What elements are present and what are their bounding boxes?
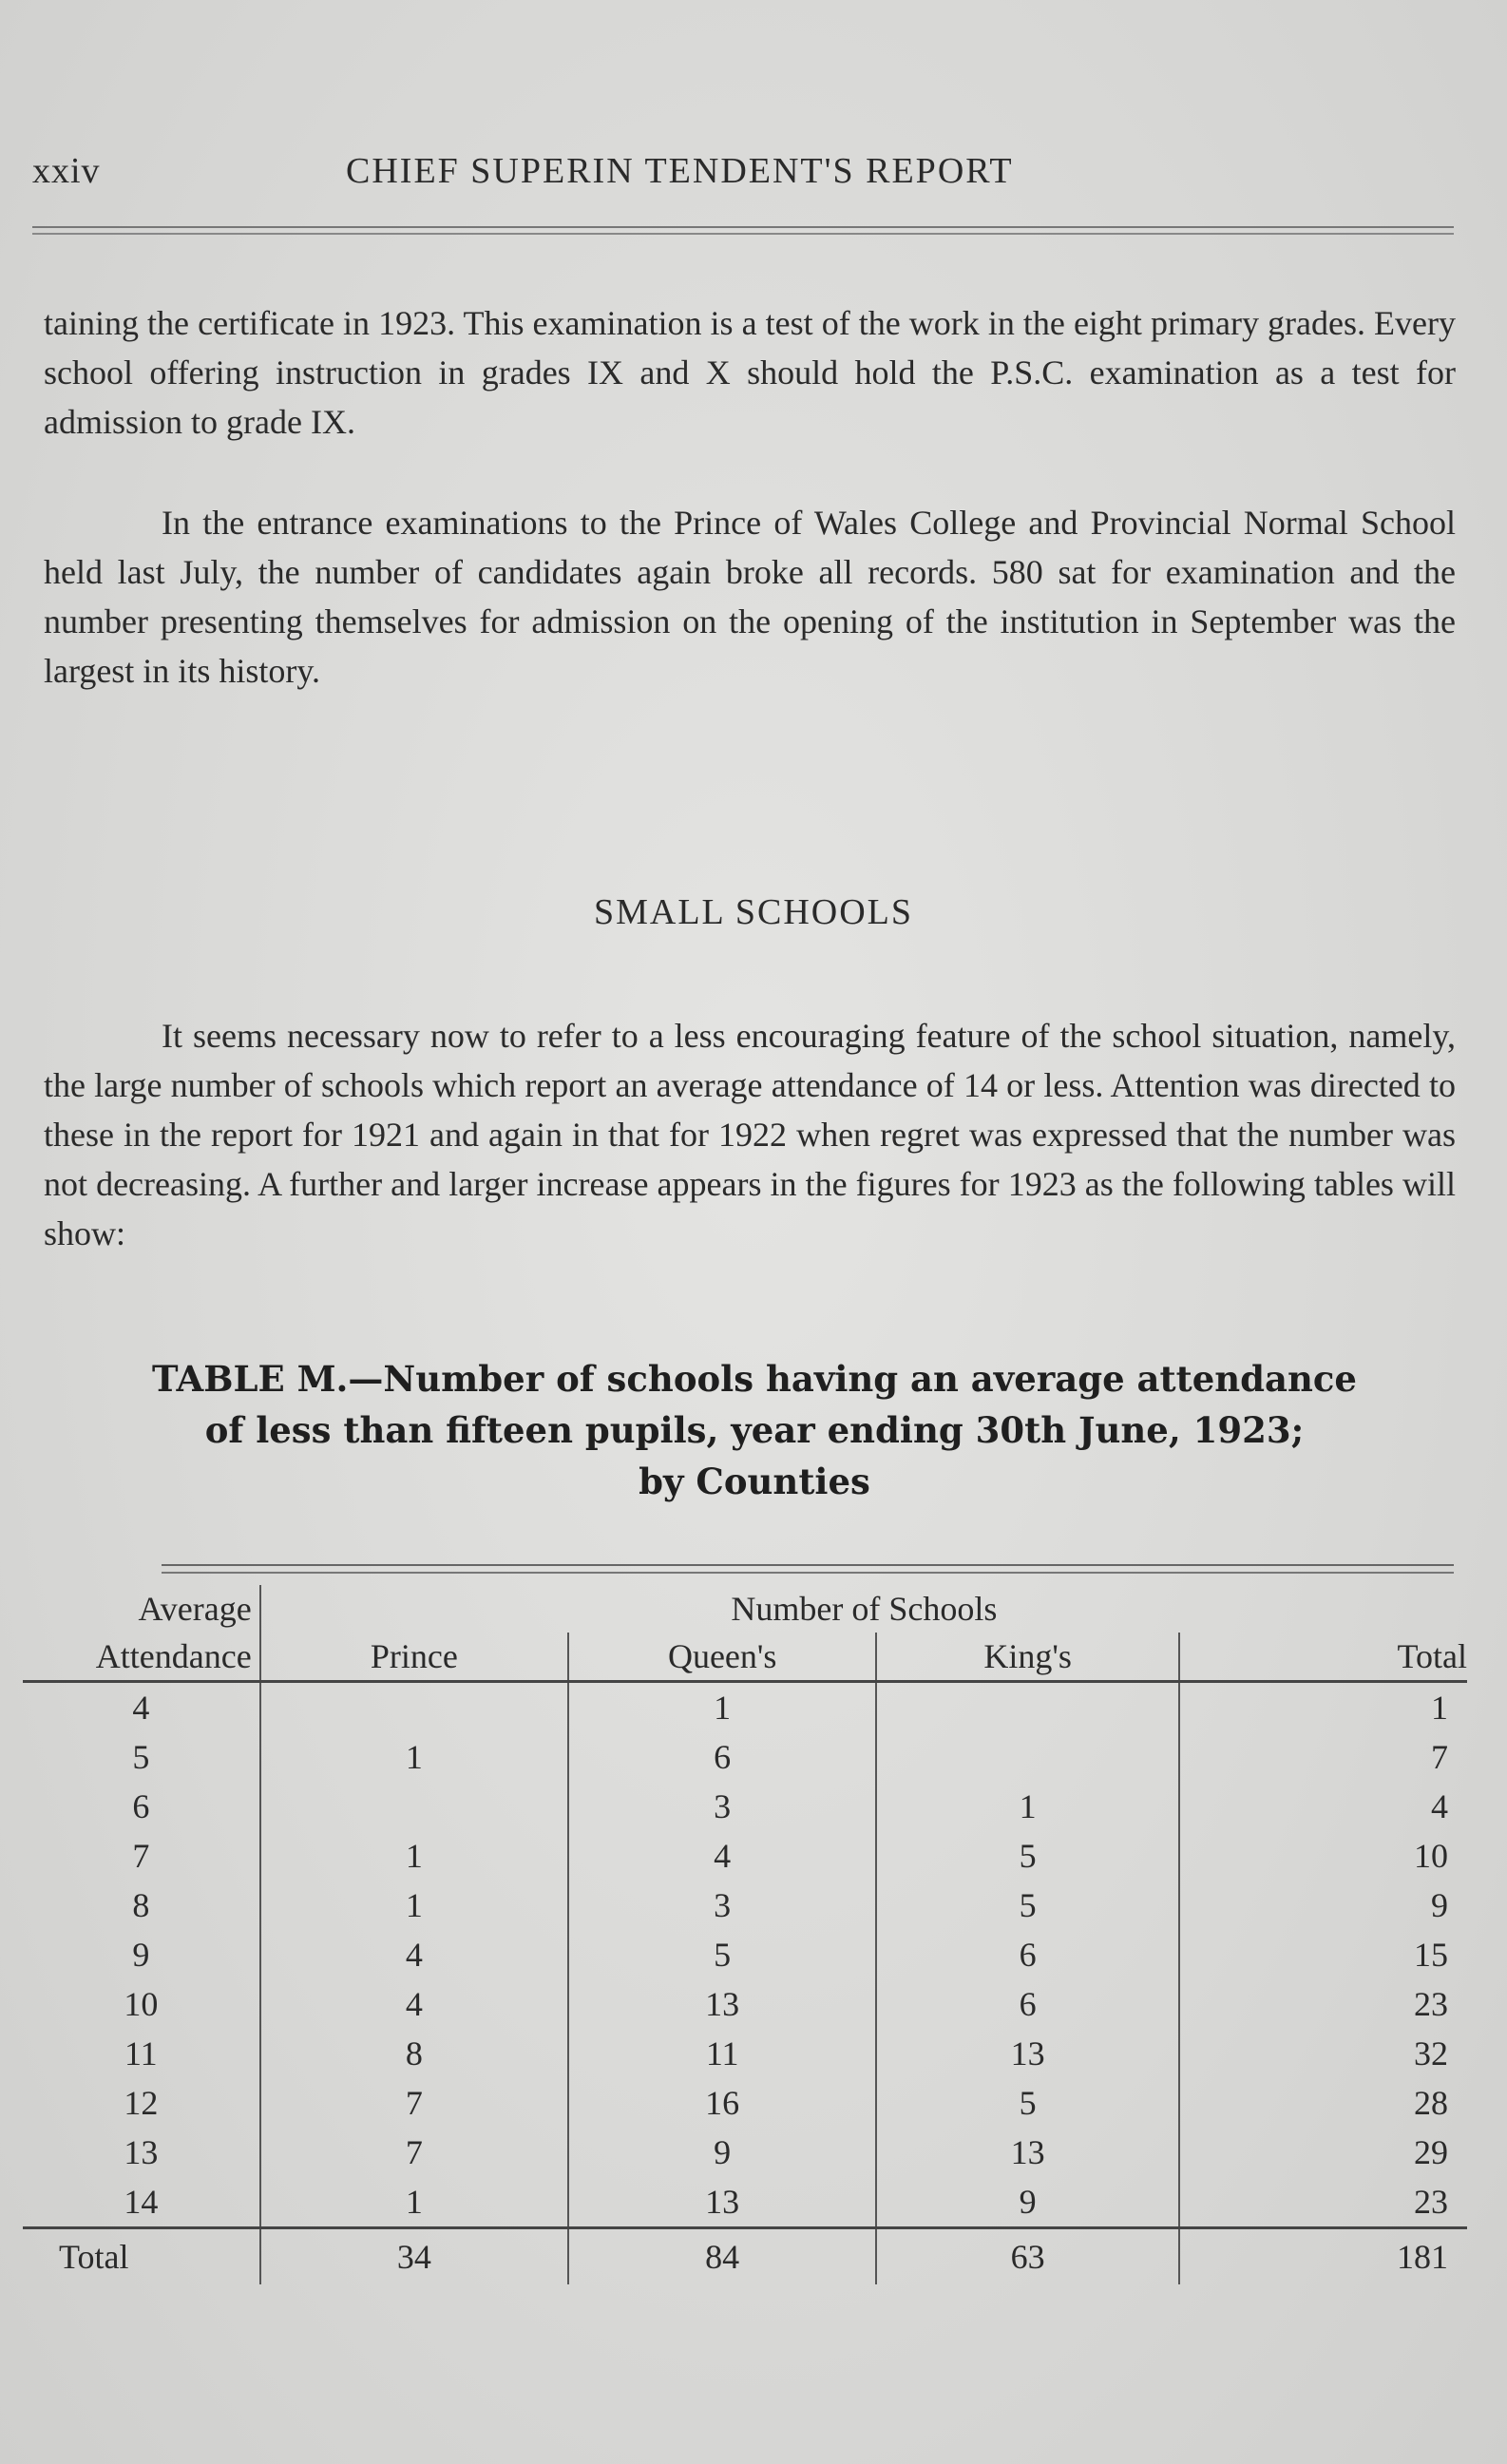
queens-total: 84	[568, 2228, 877, 2285]
table-row	[23, 1782, 1467, 1831]
kings-cell	[876, 1682, 1178, 1733]
kings-cell: 5	[876, 2078, 1178, 2128]
attendance-cell: 11	[23, 2029, 260, 2078]
running-head	[32, 150, 1469, 198]
column-group-header: Number of Schools	[731, 1590, 998, 1628]
attendance-cell: 9	[23, 1930, 260, 1979]
running-head-title: CHIEF SUPERIN TENDENT'S REPORT	[346, 151, 1014, 191]
attendance-cell: 6	[23, 1782, 260, 1831]
attendance-cell: 13	[23, 2128, 260, 2177]
table-row	[23, 1732, 1467, 1782]
grand-total: 181	[1179, 2228, 1467, 2285]
queens-cell: 16	[568, 2078, 877, 2128]
prince-cell	[260, 1782, 568, 1831]
kings-total: 63	[876, 2228, 1178, 2285]
prince-cell: 4	[260, 1979, 568, 2029]
table-title-line: of less than fifteen pupils, year ending 30th June, 1923;	[204, 1409, 1305, 1451]
queens-cell: 1	[568, 1682, 877, 1733]
kings-cell	[876, 1732, 1178, 1782]
table-title-line: by Counties	[639, 1461, 870, 1502]
table-top-rule	[162, 1564, 1454, 1574]
table-row	[23, 2177, 1467, 2228]
attendance-cell: 8	[23, 1881, 260, 1930]
queens-cell: 9	[568, 2128, 877, 2177]
attendance-cell: 12	[23, 2078, 260, 2128]
section-heading: SMALL SCHOOLS	[593, 892, 914, 932]
total-cell: 15	[1414, 1936, 1448, 1974]
table-row	[23, 2128, 1467, 2177]
attendance-table	[23, 1585, 1467, 2284]
total-cell: 32	[1414, 2034, 1448, 2072]
prince-cell: 4	[260, 1930, 568, 1979]
total-cell: 23	[1414, 2183, 1448, 2221]
table-row	[23, 1831, 1467, 1881]
total-cell: 9	[1431, 1886, 1448, 1924]
table-title-line: TABLE M.—Number of schools having an average attendance	[152, 1358, 1357, 1400]
total-cell: 10	[1414, 1837, 1448, 1875]
table-row	[23, 1979, 1467, 2029]
paragraph-small-schools: It seems necessary now to refer to a less encouraging feature of the school situation, namely, the large number of schools which report an average attendance of 14 or less. Attention was directed to these in the report for 1921 and again in that for 1922 when regret was expressed that the number was not decreasing. A further and larger increase appears in the figures for 1923 as the following tables will show:	[44, 1017, 1456, 1252]
prince-cell: 7	[260, 2078, 568, 2128]
attendance-cell: 7	[23, 1831, 260, 1881]
table-row	[23, 2029, 1467, 2078]
queens-cell: 13	[568, 1979, 877, 2029]
attendance-cell: 10	[23, 1979, 260, 2029]
attendance-cell: 5	[23, 1732, 260, 1782]
total-cell: 4	[1431, 1787, 1448, 1825]
prince-cell: 7	[260, 2128, 568, 2177]
page-number: xxiv	[32, 151, 101, 191]
table-total-row	[23, 2228, 1467, 2285]
prince-cell: 1	[260, 1831, 568, 1881]
kings-cell: 5	[876, 1831, 1178, 1881]
paragraph-entrance-examinations: In the entrance examinations to the Prince of Wales College and Provincial Normal School held last July, the number of candidates again broke all records. 580 sat for examination and the number presenting themselves for admission on the opening of the institution in September was the largest in its history.	[44, 504, 1456, 690]
column-header-kings: King's	[876, 1633, 1178, 1682]
column-header-queens: Queen's	[568, 1633, 877, 1682]
column-header-attendance-line1: Average	[23, 1585, 260, 1633]
attendance-cell: 14	[23, 2177, 260, 2228]
paragraph-certificate: taining the certificate in 1923. This examination is a test of the work in the eight primary grades. Every school offering instruction in grades IX and X should hold the P.S.C. examination as a test for admission to grade IX.	[44, 304, 1456, 441]
kings-cell: 1	[876, 1782, 1178, 1831]
queens-cell: 13	[568, 2177, 877, 2228]
queens-cell: 3	[568, 1881, 877, 1930]
total-label: Total	[23, 2228, 260, 2285]
column-header-total: Total	[1179, 1633, 1467, 1682]
total-cell: 1	[1431, 1689, 1448, 1727]
table-row	[23, 1682, 1467, 1733]
table-row	[23, 1930, 1467, 1979]
queens-cell: 11	[568, 2029, 877, 2078]
kings-cell: 5	[876, 1881, 1178, 1930]
total-cell: 28	[1414, 2084, 1448, 2122]
kings-cell: 6	[876, 1930, 1178, 1979]
kings-cell: 6	[876, 1979, 1178, 2029]
kings-cell: 13	[876, 2029, 1178, 2078]
attendance-cell: 4	[23, 1682, 260, 1733]
kings-cell: 9	[876, 2177, 1178, 2228]
queens-cell: 5	[568, 1930, 877, 1979]
prince-cell: 1	[260, 1881, 568, 1930]
prince-cell: 1	[260, 1732, 568, 1782]
prince-total: 34	[260, 2228, 568, 2285]
queens-cell: 4	[568, 1831, 877, 1881]
table-row	[23, 1881, 1467, 1930]
prince-cell: 8	[260, 2029, 568, 2078]
queens-cell: 6	[568, 1732, 877, 1782]
table-title	[44, 1353, 1465, 1507]
column-header-attendance-line2: Attendance	[23, 1633, 260, 1682]
kings-cell: 13	[876, 2128, 1178, 2177]
total-cell: 23	[1414, 1985, 1448, 2023]
prince-cell: 1	[260, 2177, 568, 2228]
table-row	[23, 2078, 1467, 2128]
prince-cell	[260, 1682, 568, 1733]
column-header-prince: Prince	[260, 1633, 568, 1682]
queens-cell: 3	[568, 1782, 877, 1831]
header-rule	[32, 226, 1454, 235]
total-cell: 29	[1414, 2133, 1448, 2171]
total-cell: 7	[1431, 1738, 1448, 1776]
